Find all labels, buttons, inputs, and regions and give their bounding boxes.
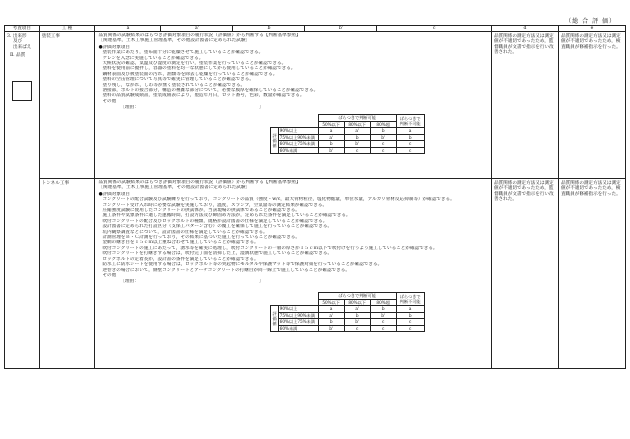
item-line1: 3. 出来形 (7, 34, 27, 39)
check-item[interactable]: 吹付コンクリートの施工にあたって，湧水等を確実に処理し，吹付コンクリートの一層の厚さが１５ｃｍ以下で吹付けを行うよう施工していることが確認できる。 (102, 245, 438, 251)
header-b2: b' (305, 26, 377, 31)
grade-row: 60%以上75%未満 (278, 319, 318, 326)
grade-cell: c (370, 141, 396, 148)
grade-row: 60%未満 (278, 325, 318, 332)
criteria-subtitle: ［関連基準，土木工事施工管理基準，その他設計図書に定められた試験］ (98, 185, 251, 191)
item-line4: Ⅱ. 品質 (10, 53, 26, 59)
header-c: c (432, 26, 436, 31)
grade-col: 50%以下 (318, 121, 344, 128)
grade-cell: b (344, 134, 370, 141)
grade-cell: c (370, 319, 396, 326)
grade-col: 80%超 (370, 121, 396, 128)
check-item[interactable]: コンクリートの配合試験及び試験練りを行っており，コンクリートの品質（強度・w/c，最大骨材粒径，塩化物総量，単位水量，アルカリ骨材反応抑制等）が確認できる。 (102, 197, 455, 203)
grade-row: 75%以上90%未満 (278, 312, 318, 319)
grade-cell: a (396, 128, 424, 135)
grade-title2: ばらつきで判断不可能 (396, 115, 424, 128)
check-item-other[interactable]: その他 (102, 272, 117, 278)
grade-col: 80%以下 (344, 121, 370, 128)
note-e-painting: 品質関係の測定方法又は測定値が不適切であったため，検査職員が修補指示を行った。 (558, 32, 625, 179)
grade-cell: c (344, 147, 370, 154)
reason-line (98, 105, 488, 110)
criteria-title: 品質関係の試験結果のばらつき評価対象項目の履行状況（評価値）から判断する【判断基準参照】 (98, 33, 301, 38)
grade-row-label: 評価値 (271, 306, 278, 332)
grade-row: 60%未満 (278, 147, 318, 154)
criteria-subtitle: ［関連基準，土木工事施工管理基準，その他設計図書に定められた試験］ (98, 38, 251, 44)
check-item-other[interactable]: その他 (102, 98, 117, 104)
page-label: （総 合 評 価） (565, 18, 616, 25)
check-item[interactable]: 塗料を使用前に攪拌し，容器の塗料を均一な状態にしてから使用していることが確認できる。 (102, 66, 296, 72)
check-item[interactable]: 逆巻きの場合において，側壁コンクリートとアーチコンクリートの打継目が同一線上で施工していることが確認できる。 (102, 267, 350, 273)
grade-cell: c (396, 147, 424, 154)
note-d-tunnel: 品質関係の測定方法又は測定値が不適切であったため，監督職員が文書で指示を行い改善された。 (491, 179, 558, 369)
grade-cell: c (396, 319, 424, 326)
check-item[interactable]: 塗料の空缶管理について写真等で確実に管理していることが確認できる。 (102, 77, 254, 83)
grade-cell: b' (370, 312, 396, 319)
grade-checkbox[interactable] (12, 81, 32, 101)
grade-col: 50%以下 (318, 299, 344, 306)
grade-title: ばらつきで判断可能 (318, 293, 396, 300)
check-item[interactable]: 鋼材表面及び被塗装面の汚れ，油類等を除去し乾燥を行っていることが確認できる。 (102, 71, 278, 77)
grade-col: 80%以下 (344, 299, 370, 306)
grade-cell: b' (370, 134, 396, 141)
check-item[interactable]: 塗料の品質試験成績書，塗装成績表により，製造年月日，ロット番号，色彩，数量が確認できる。 (102, 93, 305, 99)
grade-cell: b (370, 128, 396, 135)
header-a: a' (161, 26, 233, 31)
check-item[interactable]: 天候状況の確認，気温及び湿度の測定を行い，塗装作業を行っていることが確認できる。 (102, 61, 287, 67)
grade-row: 90%以上 (278, 306, 318, 313)
item-cell (5, 32, 40, 369)
check-title: ●評価対象項目 (98, 191, 131, 197)
grade-cell: a' (318, 134, 344, 141)
check-item[interactable]: 吹付コンクリートを打継ぎする場合は，吹付完了面を清掃した上，湿潤状態で施工していることが確認できる。 (102, 251, 333, 257)
grade-cell: b' (318, 325, 344, 332)
header-type: 工 種 (39, 26, 95, 32)
header-a1: a (95, 26, 161, 31)
grade-cell: c (370, 325, 396, 332)
item-line3: 出来ばえ (13, 44, 32, 50)
header-e: e (558, 26, 625, 32)
grade-cell: a (318, 306, 344, 313)
body-cell-painting (95, 32, 492, 179)
note-d-painting: 品質関係の測定方法又は測定値が不適切であったため，監督職員が文書で指示を行い改善された。 (491, 32, 558, 179)
type-cell-painting (39, 32, 95, 179)
grade-cell: b' (344, 319, 370, 326)
check-item[interactable]: 圧縮強度試験に使用したコンクリートの供試体が，当該現場の供試体であることが確認できる。 (102, 208, 300, 214)
reason-end: ］ (258, 278, 264, 284)
grade-title2: ばらつきで判断不可能 (396, 293, 424, 306)
grade-cell: b (396, 134, 424, 141)
check-item[interactable]: ロックボルトの定着長が，設計書の条件を満足していることが確認できる。 (102, 256, 259, 262)
reason-label: ［理由： (120, 104, 139, 110)
reason-end: ］ (258, 104, 264, 110)
item-line2: 及び (13, 39, 23, 45)
grade-cell: a (318, 128, 344, 135)
grade-cell: b' (318, 147, 344, 154)
check-item[interactable]: 坑内観察調査などについて，設計図書の仕様を満足していることが確認できる。 (102, 229, 268, 235)
grade-table (270, 114, 424, 154)
check-item[interactable]: 設計図書に定められた打設区分（支保工パターン含む）の覆工を確保して施工を行っていることが確認できる。 (102, 224, 333, 230)
check-item[interactable]: 金網の継ぎ目を１５ｃｍ以上重ね合わせて施工していることが確認できる。 (102, 240, 259, 246)
grade-col: 80%超 (370, 299, 396, 306)
grade-row: 60%以上75%未満 (278, 141, 318, 148)
grade-cell: c (344, 325, 370, 332)
criteria-title: 品質関係の試験結果のばらつき評価対象項目の履行状況（評価値）から判断する【判断基準参照】 (98, 180, 301, 185)
grade-row: 75%以上90%未満 (278, 134, 318, 141)
reason-line (98, 279, 488, 284)
grade-cell: c (396, 141, 424, 148)
check-title: ●評価対象項目 (98, 44, 131, 50)
check-item[interactable]: 塗装作業にあたり，塗布面十分に乾燥させて施工していることが確認できる。 (102, 50, 264, 56)
check-item[interactable]: 防水工に防水シートを使用する場合は，ロックボルト等の突起物にモルタルや保護マット等で保護対策を行っていることが確認できる。 (102, 262, 383, 268)
grade-title: ばらつきで判断可能 (318, 115, 396, 122)
check-item[interactable]: 塗り残し，ながれ，しわ等が無く塗装されていることが確認できる。 (102, 82, 246, 88)
grade-cell: b (370, 306, 396, 313)
header-d: d (491, 26, 558, 32)
section-row-painting (5, 32, 626, 179)
check-item[interactable]: 溶接部，ボルトの接合部分，構造の複雑な部分について，必要な膜厚を確保していることが確認できる。 (102, 88, 319, 94)
grade-cell: a (396, 306, 424, 313)
grade-cell: a' (344, 306, 370, 313)
grade-cell: b (344, 312, 370, 319)
evaluation-table (4, 25, 626, 369)
type-label: トンネル工事 (41, 181, 70, 186)
grade-cell: c (396, 325, 424, 332)
grade-table (270, 292, 424, 332)
check-item[interactable]: コンクリート受け入れ時に必要な試験を実施しており，温度，スランプ，空気量等の測定結果が確認できる。 (102, 202, 328, 208)
type-label: 塗装工事 (41, 34, 60, 39)
grade-cell: b (318, 141, 344, 148)
header-grades (95, 26, 492, 32)
grade-row: 90%以上 (278, 128, 318, 135)
header-b: b (233, 26, 305, 31)
section-row-tunnel (5, 179, 626, 369)
check-item[interactable]: ケレンを入念に実施していることが確認できる。 (102, 55, 204, 61)
reason-label: ［理由： (120, 278, 139, 284)
grade-cell: a' (344, 128, 370, 135)
grade-cell: b' (344, 141, 370, 148)
type-cell-tunnel (39, 179, 95, 369)
grade-cell: c (370, 147, 396, 154)
check-item[interactable]: 吹付コンクリートの配合及びロックボルトの種類，規格が設計図書の仕様を満足していることが確認できる。 (102, 218, 328, 224)
check-item[interactable]: 計測管理をＢ・Ｃ計測を行っており，その結果に基づいた施工を行っていることが確認できる。 (102, 235, 300, 241)
header-item: 考査項目 (5, 26, 40, 32)
grade-cell: b (396, 312, 424, 319)
check-item[interactable]: 施工条件や気象条件に適した運搬時間，打設方法及び締固め方法が，定められた条件を満足していることが確認できる。 (102, 213, 351, 219)
grade-row-label: 評価値 (271, 128, 278, 154)
note-e-tunnel: 品質関係の測定方法又は測定値が不適切であったため，検査職員が修補指示を行った。 (558, 179, 625, 369)
grade-cell: b (318, 319, 344, 326)
grade-cell: a' (318, 312, 344, 319)
body-cell-tunnel (95, 179, 492, 369)
